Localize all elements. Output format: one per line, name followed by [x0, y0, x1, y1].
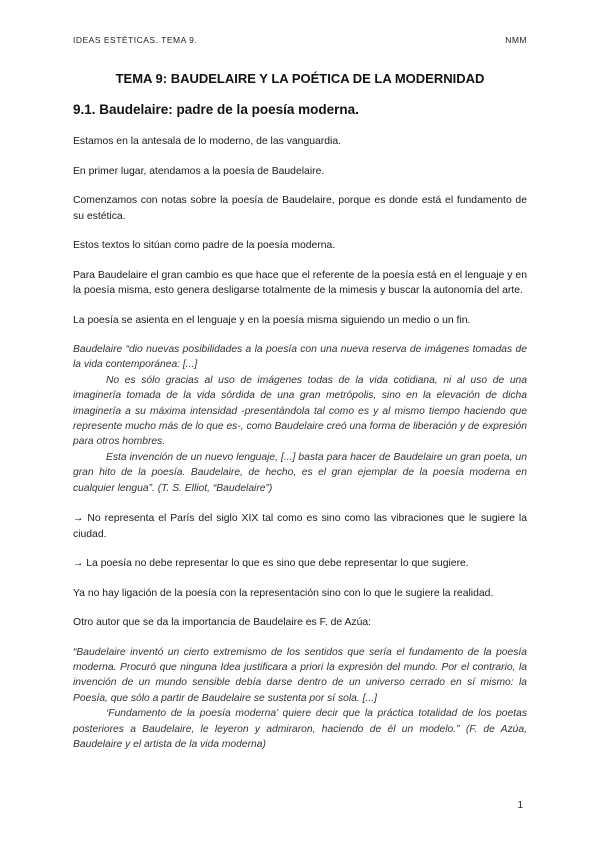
quote-line: Baudelaire “dio nuevas posibilidades a la poesía con una nueva reserva de imágenes tomadas de la vida contemporánea: [...] — [73, 344, 527, 371]
page-number: 1 — [517, 800, 523, 811]
paragraph: Estamos en la antesala de lo moderno, de las vanguardia. — [73, 136, 342, 147]
page-title: TEMA 9: BAUDELAIRE Y LA POÉTICA DE LA MODERNIDAD — [115, 71, 485, 86]
paragraph: Para Baudelaire el gran cambio es que hace que el referente de la poesía está en el lenguaje y en la poesía misma, esto genera desligarse totalmente de la mimesis y buscar la autonomía del arte. — [73, 269, 527, 296]
eliot-quote — [73, 342, 527, 496]
header-right: NMM — [505, 35, 527, 45]
paragraph: En primer lugar, atendamos a la poesía de Baudelaire. — [73, 165, 325, 177]
paragraph: Otro autor que se da la importancia de Baudelaire es F. de Azúa: — [73, 617, 372, 629]
paragraph: Ya no hay ligación de la poesía con la representación sino con lo que le sugiere la realidad. — [73, 587, 494, 599]
paragraph: → La poesía no debe representar lo que es sino que debe representar lo que sugiere. — [73, 558, 469, 570]
paragraph: Comenzamos con notas sobre la poesía de Baudelaire, porque es donde está el fundamento de su estética. — [73, 195, 527, 222]
quote-line: No es sólo gracias al uso de imágenes todas de la vida cotidiana, ni al uso de una imaginería tomada de la vida sórdida de una gran metrópolis, sino en la elevación de dicha imaginería a su máxima intensidad -presentándola tal como es y al mismo tiempo haciendo que represente mucho más de lo que es-, como Baudelaire creó una forma de liberación y de expresión para otros hombres. — [73, 374, 527, 448]
paragraph: → No representa el París del siglo XIX tal como es sino como las vibraciones que le sugiere la ciudad. — [73, 513, 527, 540]
section-heading: 9.1. Baudelaire: padre de la poesía moderna. — [73, 102, 359, 117]
header-left: IDEAS ESTÉTICAS. TEMA 9. — [73, 35, 198, 45]
document-body — [73, 71, 527, 767]
paragraph: La poesía se asienta en el lenguaje y en la poesía misma siguiendo un medio o un fin. — [73, 314, 471, 326]
quote-line: Esta invención de un nuevo lenguaje, [...] basta para hacer de Baudelaire un gran poeta, un gran hito de la poesía. Baudelaire, de hecho, es el gran ejemplar de la poesía moderna en cualquier lengua”. (T. S. Elliot, “Baudelaire”) — [73, 451, 527, 494]
azua-quote — [73, 645, 527, 753]
quote-line: “Baudelaire inventó un cierto extremismo de los sentidos que sería el fundamento de la poesía moderna. Procuró que ninguna Idea justificara a priori la expresión del mundo. Por el contrario, la invención de un mundo sensible debía darse dentro de un universo cerrado en sí mismo: la Poesía, que sólo a partir de Baudelaire se sustenta por sí sola. [...] — [73, 646, 527, 704]
quote-line: ‘Fundamento de la poesía moderna’ quiere decir que la práctica totalidad de los poetas posteriores a Baudelaire, le leyeron y admiraron, haciendo de él un modelo.” (F. de Azúa, Baudelaire y el artista de la vida moderna) — [73, 708, 527, 750]
paragraph: Estos textos lo sitúan como padre de la poesía moderna. — [73, 240, 336, 251]
